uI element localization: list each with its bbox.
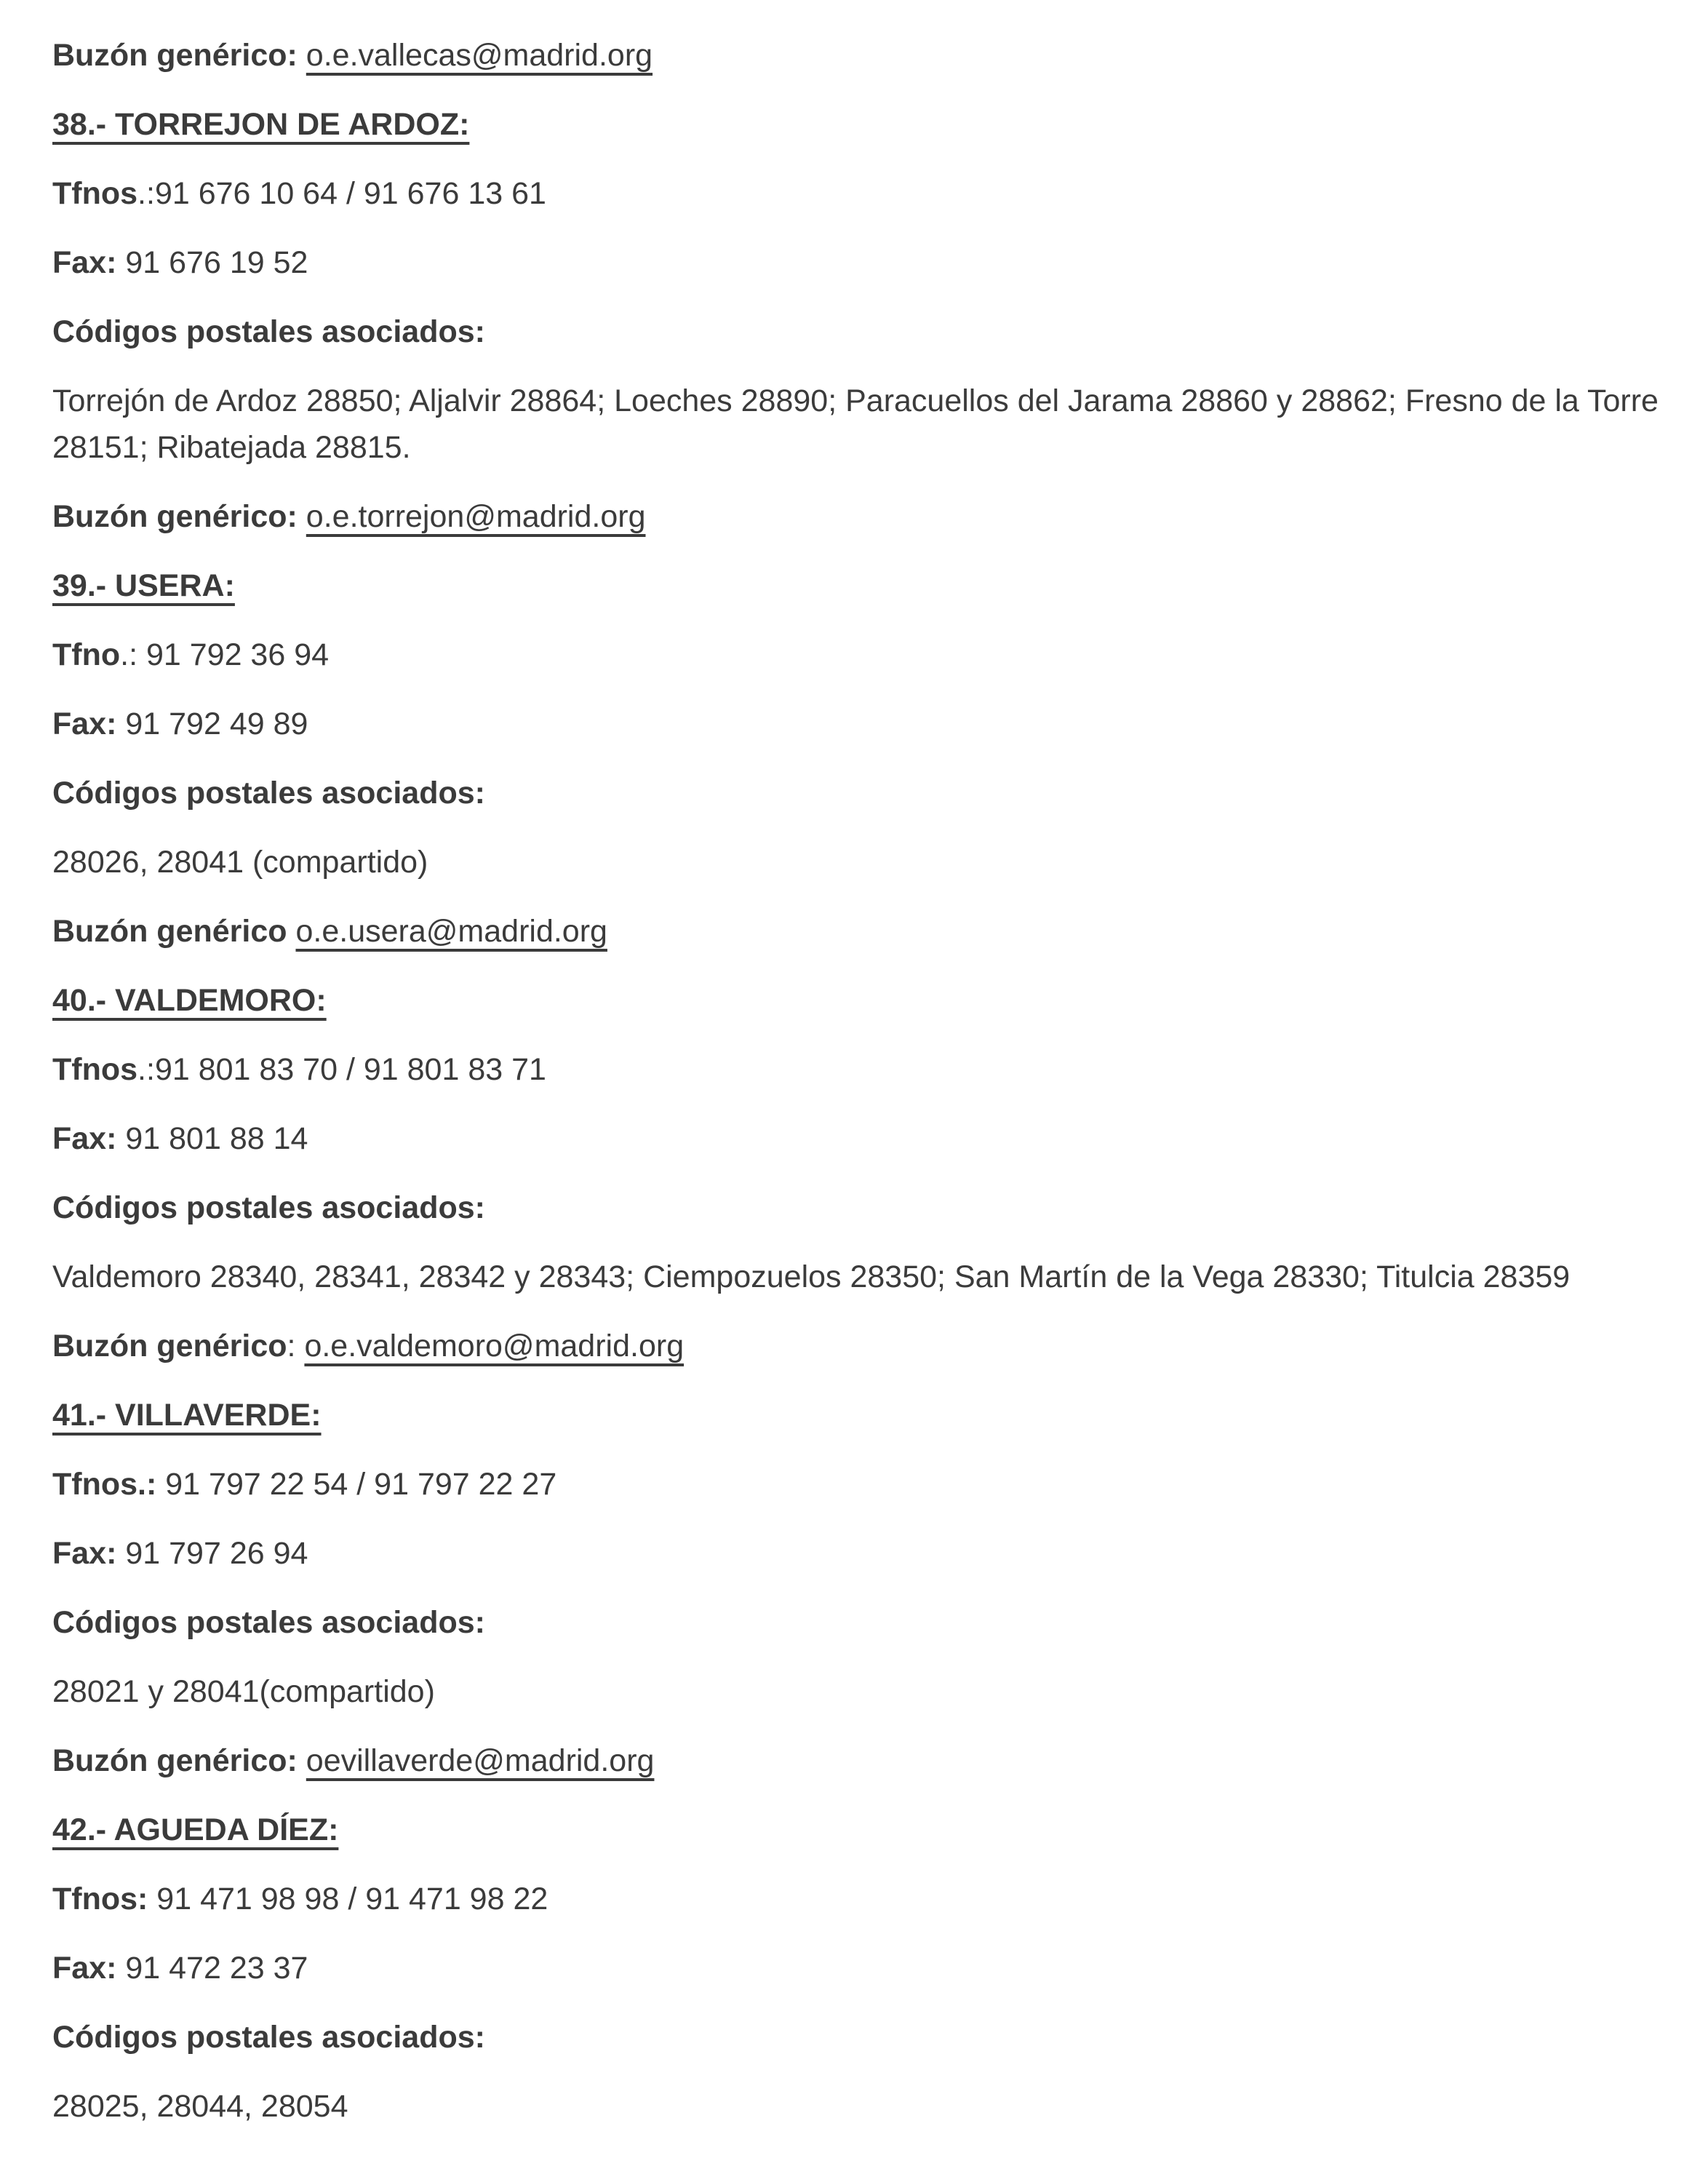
postal-codes-values-38: [52, 378, 1682, 471]
section-heading-38: [52, 101, 1682, 148]
field-label: Buzón genérico: [52, 1329, 287, 1363]
postal-codes-values-41: [52, 1668, 1682, 1715]
field-label: Tfnos.:: [52, 1467, 157, 1502]
field-value: .:91 801 83 70 / 91 801 83 71: [137, 1052, 546, 1087]
postal-codes-label-38: [52, 308, 1682, 355]
field-value: 91 472 23 37: [116, 1951, 308, 1986]
field-label: Tfnos:: [52, 1882, 148, 1916]
phones-line-38: [52, 170, 1682, 217]
generic-mailbox-line-vallecas: [52, 32, 1682, 79]
section-heading-41: [52, 1392, 1682, 1438]
field-label: Buzón genérico:: [52, 38, 306, 73]
phones-line-40: [52, 1046, 1682, 1093]
postal-codes-label-41: [52, 1599, 1682, 1646]
phones-line-41: [52, 1461, 1682, 1508]
field-value: [287, 914, 296, 949]
postal-codes-values-39: [52, 839, 1682, 885]
field-label: Fax:: [52, 1536, 117, 1571]
section-heading-text: 40.- VALDEMORO:: [52, 983, 327, 1018]
postal-codes-values-40: [52, 1254, 1682, 1300]
phones-line-42: [52, 1876, 1682, 1922]
field-label: Fax:: [52, 1951, 117, 1986]
email-link[interactable]: o.e.torrejon@madrid.org: [306, 499, 646, 534]
field-label: Tfnos: [52, 1052, 138, 1087]
field-value: Torrejón de Ardoz 28850; Aljalvir 28864; Loeches 28890; Paracuellos del Jarama 28860 y 28862; Fresno de la Torre 28151; Ribatejada 28815.: [52, 383, 1667, 465]
field-label: Buzón genérico:: [52, 499, 306, 534]
section-heading-text: 39.- USERA:: [52, 568, 235, 603]
field-value: 28021 y 28041(compartido): [52, 1674, 435, 1709]
postal-codes-values-42: [52, 2083, 1682, 2130]
generic-mailbox-line-torrejon: [52, 493, 1682, 540]
postal-codes-label-39: [52, 770, 1682, 816]
fax-line-38: [52, 239, 1682, 286]
field-value: 91 792 49 89: [116, 706, 308, 741]
field-label: Buzón genérico:: [52, 1743, 306, 1778]
field-value: 91 801 88 14: [116, 1121, 308, 1156]
field-label: Buzón genérico: [52, 914, 287, 949]
postal-codes-label-42: [52, 2014, 1682, 2060]
field-label: Códigos postales asociados:: [52, 1190, 485, 1225]
field-label: Fax:: [52, 245, 117, 280]
field-value: 91 797 22 54 / 91 797 22 27: [156, 1467, 557, 1502]
section-heading-text: 41.- VILLAVERDE:: [52, 1398, 322, 1433]
generic-mailbox-line-usera: [52, 908, 1682, 955]
field-label: Códigos postales asociados:: [52, 1605, 485, 1640]
phones-line-39: [52, 632, 1682, 678]
field-label: Tfnos: [52, 176, 138, 211]
field-value: 28026, 28041 (compartido): [52, 845, 428, 880]
field-label: Códigos postales asociados:: [52, 2020, 485, 2055]
section-heading-text: 42.- AGUEDA DÍEZ:: [52, 1812, 339, 1847]
field-value: .: 91 792 36 94: [120, 637, 330, 672]
field-value: .:91 676 10 64 / 91 676 13 61: [137, 176, 546, 211]
field-value: :: [287, 1329, 305, 1363]
field-label: Tfno: [52, 637, 121, 672]
email-link[interactable]: o.e.valdemoro@madrid.org: [304, 1329, 685, 1363]
section-heading-text: 38.- TORREJON DE ARDOZ:: [52, 107, 470, 142]
field-label: Fax:: [52, 1121, 117, 1156]
field-value: 28025, 28044, 28054: [52, 2089, 348, 2124]
field-value: 91 797 26 94: [116, 1536, 308, 1571]
field-value: 91 471 98 98 / 91 471 98 22: [148, 1882, 548, 1916]
email-link[interactable]: o.e.usera@madrid.org: [295, 914, 607, 949]
postal-codes-label-40: [52, 1184, 1682, 1231]
email-link[interactable]: o.e.vallecas@madrid.org: [306, 38, 653, 73]
fax-line-40: [52, 1115, 1682, 1162]
document-body: [52, 32, 1682, 2152]
field-label: Códigos postales asociados:: [52, 314, 485, 349]
field-label: Fax:: [52, 706, 117, 741]
field-value: Valdemoro 28340, 28341, 28342 y 28343; Ciempozuelos 28350; San Martín de la Vega 28330; Titulcia 28359: [52, 1259, 1571, 1294]
email-link[interactable]: oevillaverde@madrid.org: [306, 1743, 655, 1778]
fax-line-42: [52, 1945, 1682, 1991]
fax-line-39: [52, 701, 1682, 747]
section-heading-40: [52, 977, 1682, 1024]
field-value: 91 676 19 52: [116, 245, 308, 280]
section-heading-42: [52, 1807, 1682, 1853]
fax-line-41: [52, 1530, 1682, 1577]
field-label: Códigos postales asociados:: [52, 776, 485, 811]
generic-mailbox-line-valdemoro: [52, 1323, 1682, 1369]
section-heading-39: [52, 562, 1682, 609]
generic-mailbox-line-villaverde: [52, 1737, 1682, 1784]
